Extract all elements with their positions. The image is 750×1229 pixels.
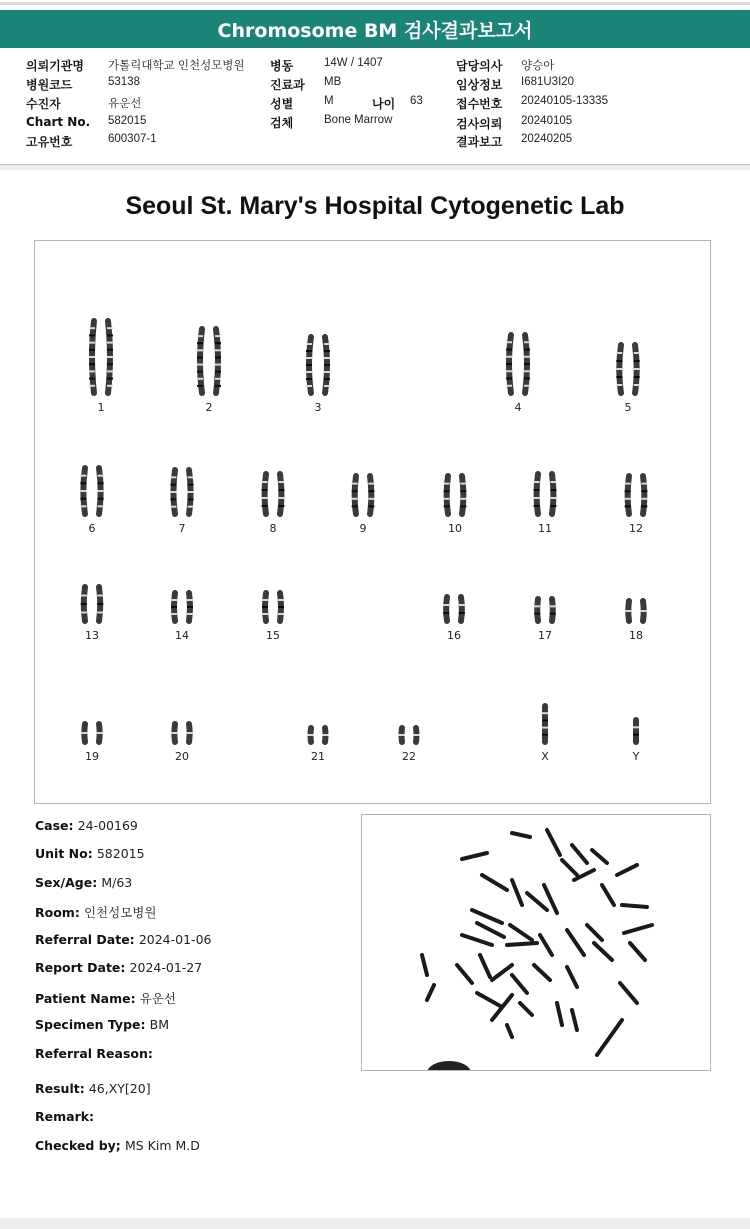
chromosome-14-b xyxy=(187,593,193,621)
chromosome-label-7: 7 xyxy=(178,522,186,535)
chromosome-17-b xyxy=(550,599,556,621)
detail-sex-age: Sex/Age: M/63 xyxy=(35,875,133,890)
info-value-ward: 14W / 1407 xyxy=(324,57,383,69)
info-label-chart-no: Chart No. xyxy=(26,115,91,129)
info-value-institution: 가톨릭대학교 인천성모병원 xyxy=(108,60,245,72)
chromosome-18-b xyxy=(641,601,647,621)
chromosome-9-a xyxy=(352,476,358,514)
chromosome-label-12: 12 xyxy=(629,522,643,535)
top-divider xyxy=(0,2,750,5)
info-value-sex: M xyxy=(324,95,334,107)
karyogram xyxy=(35,241,712,805)
chromosome-22-a xyxy=(399,728,405,742)
chromosome-X xyxy=(542,706,548,742)
chromosome-3-b xyxy=(324,337,330,393)
chromosome-label-2: 2 xyxy=(205,401,213,414)
report-title-bar xyxy=(0,10,750,48)
chromosome-17-a xyxy=(534,599,540,621)
chromosome-label-Y: Y xyxy=(632,750,640,763)
info-value-report-date: 20240205 xyxy=(521,133,573,145)
detail-case: Case: 24-00169 xyxy=(35,818,138,833)
chromosome-5-b xyxy=(634,345,640,393)
detail-referral-date: Referral Date: 2024-01-06 xyxy=(35,932,212,947)
info-value-department: MB xyxy=(324,76,342,88)
info-label-physician: 담당의사 xyxy=(456,59,503,73)
info-label-accession-no: 접수번호 xyxy=(456,97,503,111)
chromosome-label-20: 20 xyxy=(175,750,189,763)
report-title: Chromosome BM 검사결과보고서 xyxy=(217,19,533,42)
metaphase-spread xyxy=(362,815,711,1071)
chromosome-8-a xyxy=(262,474,268,514)
detail-referral-reason: Referral Reason: xyxy=(35,1046,153,1061)
chromosome-19-a xyxy=(81,724,87,742)
info-label-patient: 수진자 xyxy=(26,97,61,111)
chromosome-label-10: 10 xyxy=(448,522,462,535)
chromosome-8-b xyxy=(278,474,284,514)
info-label-hospital-code: 병원코드 xyxy=(26,78,73,92)
info-label-report-date: 결과보고 xyxy=(456,135,503,149)
chromosome-15-b xyxy=(278,593,284,621)
chromosome-12-b xyxy=(641,476,647,514)
chromosome-label-17: 17 xyxy=(538,629,552,642)
chromosome-18-a xyxy=(625,601,631,621)
chromosome-21-b xyxy=(323,728,329,742)
info-value-hospital-code: 53138 xyxy=(108,76,140,88)
chromosome-label-21: 21 xyxy=(311,750,325,763)
chromosome-label-14: 14 xyxy=(175,629,189,642)
info-label-department: 진료과 xyxy=(270,78,305,92)
chromosome-4-a xyxy=(506,335,512,393)
chromosome-label-22: 22 xyxy=(402,750,416,763)
chromosome-label-11: 11 xyxy=(538,522,552,535)
chromosome-12-a xyxy=(625,476,631,514)
chromosome-20-a xyxy=(171,724,177,742)
chromosome-label-3: 3 xyxy=(314,401,322,414)
info-divider xyxy=(0,164,750,170)
info-label-unique-no: 고유번호 xyxy=(26,135,73,149)
info-value-chart-no: 582015 xyxy=(108,115,147,127)
info-label-sex: 성별 xyxy=(270,97,294,111)
chromosome-5-a xyxy=(616,345,622,393)
chromosome-11-a xyxy=(534,474,540,514)
info-value-accession-no: 20240105-13335 xyxy=(521,95,608,107)
info-value-patient: 유운선 xyxy=(108,98,142,110)
chromosome-9-b xyxy=(368,476,374,514)
chromosome-label-8: 8 xyxy=(269,522,277,535)
info-value-request-date: 20240105 xyxy=(521,115,573,127)
chromosome-label-15: 15 xyxy=(266,629,280,642)
chromosome-16-a xyxy=(443,597,449,621)
detail-room: Room: 인천성모병원 xyxy=(35,905,157,920)
chromosome-19-b xyxy=(97,724,103,742)
chromosome-10-b xyxy=(460,476,466,514)
chromosome-11-b xyxy=(550,474,556,514)
chromosome-16-b xyxy=(459,597,465,621)
chromosome-14-a xyxy=(171,593,177,621)
chromosome-15-a xyxy=(262,593,268,621)
chromosome-3-a xyxy=(306,337,312,393)
detail-specimen-type: Specimen Type: BM xyxy=(35,1017,170,1032)
info-label-request-date: 검사의뢰 xyxy=(456,117,503,131)
chromosome-2-a xyxy=(197,329,203,393)
chromosome-21-a xyxy=(308,728,314,742)
chromosome-label-18: 18 xyxy=(629,629,643,642)
detail-unit-no: Unit No: 582015 xyxy=(35,846,145,861)
chromosome-label-6: 6 xyxy=(88,522,96,535)
info-value-age: 63 xyxy=(410,95,423,107)
info-value-unique-no: 600307-1 xyxy=(108,133,157,145)
chromosome-6-a xyxy=(80,468,86,514)
chromosome-13-b xyxy=(97,587,103,621)
lab-heading: Seoul St. Mary's Hospital Cytogenetic Lab xyxy=(125,192,625,220)
chromosome-label-9: 9 xyxy=(359,522,367,535)
info-label-ward: 병동 xyxy=(270,59,294,73)
detail-checked-by: Checked by; MS Kim M.D xyxy=(35,1138,200,1153)
chromosome-22-b xyxy=(414,728,420,742)
detail-remark: Remark: xyxy=(35,1109,95,1124)
info-value-specimen: Bone Marrow xyxy=(324,114,393,126)
chromosome-1-b xyxy=(107,321,113,393)
detail-report-date: Report Date: 2024-01-27 xyxy=(35,960,203,975)
chromosome-10-a xyxy=(444,476,450,514)
page-footer-band xyxy=(0,1218,750,1229)
info-label-clinical-info: 임상정보 xyxy=(456,78,503,92)
karyotype-image xyxy=(34,240,711,804)
chromosome-6-b xyxy=(98,468,104,514)
patient-info-grid xyxy=(0,50,750,166)
info-label-specimen: 검체 xyxy=(270,116,294,130)
chromosome-label-16: 16 xyxy=(447,629,461,642)
detail-result: Result: 46,XY[20] xyxy=(35,1081,151,1096)
chromosome-label-1: 1 xyxy=(97,401,105,414)
chromosome-1-a xyxy=(89,321,95,393)
chromosome-13-a xyxy=(81,587,87,621)
chromosome-label-X: X xyxy=(541,750,549,763)
chromosome-label-5: 5 xyxy=(624,401,632,414)
chromosome-7-a xyxy=(170,470,176,514)
metaphase-image xyxy=(361,814,711,1071)
info-value-clinical-info: I681U3I20 xyxy=(521,76,575,88)
chromosome-label-13: 13 xyxy=(85,629,99,642)
info-value-physician: 양승아 xyxy=(521,60,555,72)
chromosome-Y xyxy=(633,720,639,742)
chromosome-7-b xyxy=(188,470,194,514)
chromosome-2-b xyxy=(215,329,221,393)
info-label-age: 나이 xyxy=(372,97,396,111)
chromosome-4-b xyxy=(524,335,530,393)
chromosome-20-b xyxy=(187,724,193,742)
chromosome-label-19: 19 xyxy=(85,750,99,763)
chromosome-label-4: 4 xyxy=(514,401,522,414)
info-label-institution: 의뢰기관명 xyxy=(26,59,84,73)
detail-patient-name: Patient Name: 유운선 xyxy=(35,991,176,1006)
